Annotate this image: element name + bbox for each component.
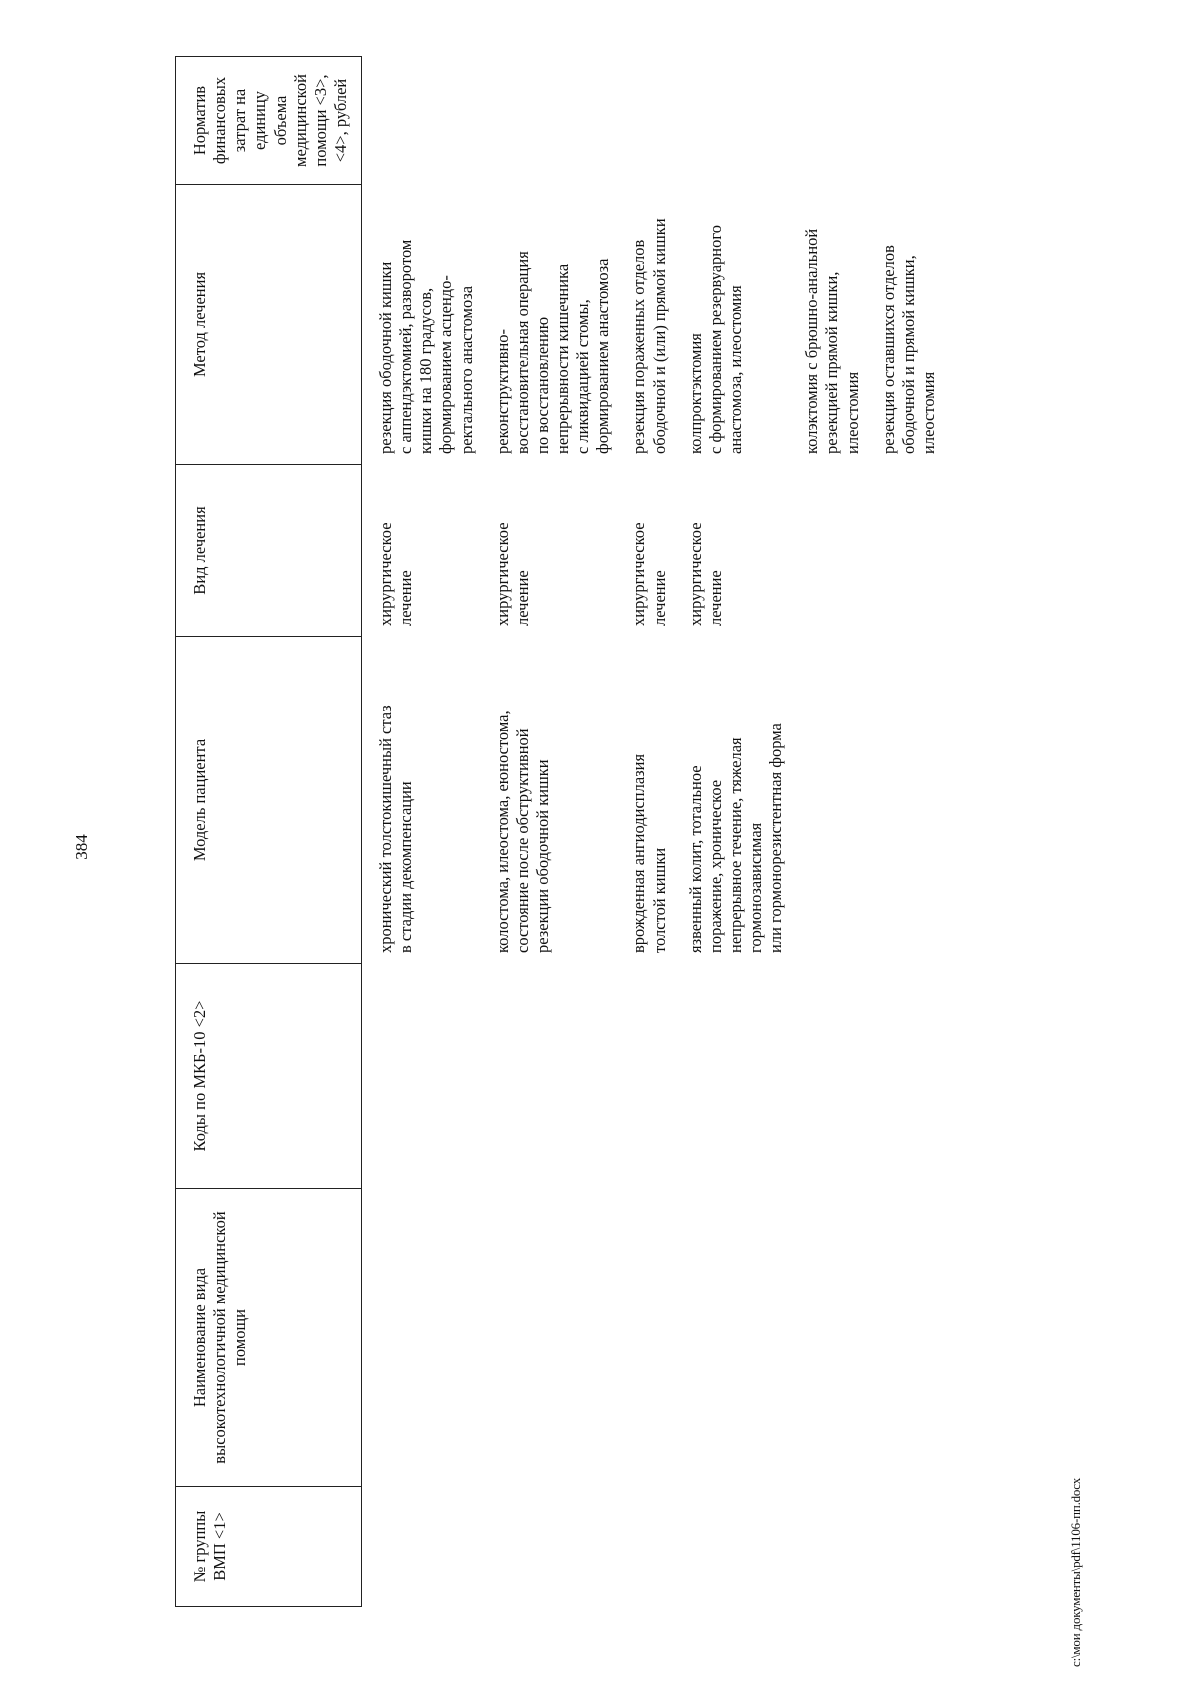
header-care-type-name: Наименование вида высокотехнологичной медицинской помощи [176, 1189, 362, 1487]
page-number: 384 [72, 834, 91, 860]
footer-file-path: c:\мои документы\pdf\1106-пп.docx [1068, 1477, 1083, 1667]
table-header [176, 57, 362, 1607]
cell-group-number [682, 1487, 799, 1607]
cell-cost-standard [875, 57, 951, 185]
cell-group-number [489, 1487, 626, 1607]
header-group-number: № группы ВМП <1> [176, 1487, 362, 1607]
cell-patient-model: язвенный колит, тотальное поражение, хроническое непрерывное течение, тяжелая гормонозависимая или гормонорезистентная форма [685, 723, 786, 953]
header-treatment-type: Вид лечения [176, 465, 362, 637]
cell-cost-standard [682, 57, 799, 185]
cell-group-number [875, 1487, 951, 1607]
cell-care-type-name [798, 1189, 874, 1487]
table-header-row [176, 57, 362, 1607]
cell-cost-standard [625, 57, 681, 185]
vmp-table [175, 56, 951, 1607]
cell-care-type-name [625, 1189, 681, 1487]
header-cost-standard: Норматив финансовых затрат на единицу объема медицинской помощи <3>, <4>, рублей [176, 57, 362, 185]
cell-care-type-name [875, 1189, 951, 1487]
table-row [875, 57, 951, 1607]
cell-treatment-method: резекция пораженных отделов ободочной и (или) прямой кишки [629, 218, 669, 454]
cell-patient-model [798, 637, 874, 964]
cell-cost-standard [489, 57, 626, 185]
cell-treatment-method: резекция оставшихся отделов ободочной и прямой кишки, илеостомия [878, 245, 938, 454]
cell-care-type-name [489, 1189, 626, 1487]
cell-treatment-method: резекция ободочной кишки с аппендэктомией, разворотом кишки на 180 градусов, формированием асцендо- ректального анастомоза [376, 239, 476, 454]
cell-icd10-codes [682, 964, 799, 1189]
cell-icd10-codes [875, 964, 951, 1189]
cell-treatment-type: хирургическое лечение [685, 522, 725, 626]
table-row [489, 57, 626, 1607]
header-treatment-method: Метод лечения [176, 185, 362, 465]
cell-patient-model: хронический толстокишечный стаз в стадии декомпенсации [376, 705, 416, 953]
cell-treatment-type: хирургическое лечение [629, 522, 669, 626]
table-row [362, 57, 489, 1607]
cell-treatment-method: колпроктэктомия с формированием резервуарного анастомоза, илеостомия [685, 225, 745, 454]
table-row [798, 57, 874, 1607]
cell-care-type-name [362, 1189, 489, 1487]
cell-patient-model: колостома, илеостома, еюностома, состояние после обструктивной резекции ободочной кишки [492, 710, 552, 953]
cell-cost-standard [798, 57, 874, 185]
cell-patient-model: врожденная ангиодисплазия толстой кишки [629, 753, 669, 953]
header-icd10-codes: Коды по МКБ-10 <2> [176, 964, 362, 1189]
table-body [362, 57, 952, 1607]
cell-icd10-codes [489, 964, 626, 1189]
cell-care-type-name [682, 1189, 799, 1487]
table-row [625, 57, 681, 1607]
cell-treatment-type: хирургическое лечение [492, 522, 532, 626]
cell-treatment-method: колэктомия с брюшно-анальной резекцией прямой кишки, илеостомия [802, 228, 862, 454]
table-row [682, 57, 799, 1607]
cell-icd10-codes [798, 964, 874, 1189]
cell-icd10-codes [625, 964, 681, 1189]
cell-group-number [362, 1487, 489, 1607]
cell-icd10-codes [362, 964, 489, 1189]
cell-treatment-type: хирургическое лечение [376, 522, 416, 626]
cell-treatment-type [798, 465, 874, 637]
cell-cost-standard [362, 57, 489, 185]
cell-group-number [625, 1487, 681, 1607]
cell-group-number [798, 1487, 874, 1607]
header-patient-model: Модель пациента [176, 637, 362, 964]
cell-treatment-method: реконструктивно- восстановительная операция по восстановлению непрерывности кишечника с ликвидацией стомы, формированием анастомоза [492, 251, 613, 454]
cell-patient-model [875, 637, 951, 964]
cell-treatment-type [875, 465, 951, 637]
